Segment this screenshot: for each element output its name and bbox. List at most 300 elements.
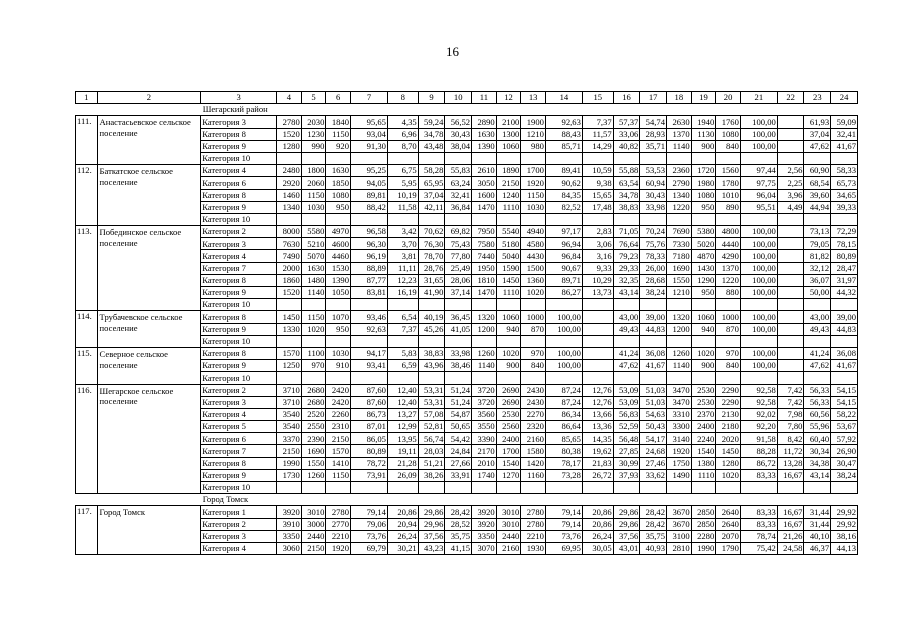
value-cell <box>777 311 804 323</box>
value-cell: 1470 <box>472 201 497 213</box>
value-cell: 1200 <box>472 323 497 335</box>
value-cell: 16,67 <box>777 469 804 481</box>
value-cell <box>326 482 351 494</box>
value-cell: 97,17 <box>545 226 582 238</box>
value-cell: 38,24 <box>640 287 667 299</box>
value-cell: 31,44 <box>804 518 831 530</box>
value-cell: 1630 <box>301 262 326 274</box>
category-cell: Категория 7 <box>201 445 277 457</box>
value-cell: 1450 <box>277 311 302 323</box>
value-cell: 1460 <box>277 189 302 201</box>
value-cell <box>351 482 388 494</box>
value-cell: 3,81 <box>387 250 418 262</box>
value-cell: 1420 <box>521 457 546 469</box>
value-cell: 79,14 <box>545 518 582 530</box>
value-cell: 19,62 <box>582 445 613 457</box>
value-cell: 1480 <box>301 274 326 286</box>
value-cell: 54,63 <box>640 408 667 420</box>
value-cell: 10,29 <box>582 274 613 286</box>
value-cell: 41,24 <box>804 347 831 359</box>
category-cell: Категория 6 <box>201 177 277 189</box>
value-cell: 43,14 <box>804 469 831 481</box>
value-cell: 36,07 <box>804 274 831 286</box>
value-cell: 32,41 <box>831 128 858 140</box>
value-cell: 900 <box>496 360 521 372</box>
value-cell <box>740 482 777 494</box>
value-cell: 1750 <box>667 457 692 469</box>
value-cell: 1320 <box>472 311 497 323</box>
value-cell: 96,19 <box>351 250 388 262</box>
value-cell: 78,70 <box>418 250 445 262</box>
value-cell: 26,24 <box>582 530 613 542</box>
value-cell: 36,08 <box>831 347 858 359</box>
value-cell: 54,17 <box>640 433 667 445</box>
column-header: 24 <box>831 92 858 104</box>
value-cell <box>472 372 497 384</box>
value-cell: 87,60 <box>351 384 388 396</box>
value-cell: 3550 <box>472 421 497 433</box>
value-cell: 100,00 <box>740 287 777 299</box>
value-cell: 980 <box>521 140 546 152</box>
value-cell: 1160 <box>521 469 546 481</box>
value-cell: 2160 <box>521 433 546 445</box>
column-header: 2 <box>97 92 201 104</box>
category-cell: Категория 2 <box>201 226 277 238</box>
value-cell: 83,33 <box>740 506 777 518</box>
value-cell: 77,80 <box>445 250 472 262</box>
value-cell: 1030 <box>326 347 351 359</box>
value-cell: 900 <box>691 360 716 372</box>
value-cell: 88,89 <box>351 262 388 274</box>
value-cell: 12,76 <box>582 384 613 396</box>
value-cell <box>640 372 667 384</box>
value-cell <box>418 482 445 494</box>
value-cell: 2560 <box>496 421 521 433</box>
value-cell: 2,25 <box>777 177 804 189</box>
value-cell: 43,00 <box>613 311 640 323</box>
value-cell: 2610 <box>472 165 497 177</box>
value-cell: 3300 <box>667 421 692 433</box>
value-cell <box>667 372 692 384</box>
value-cell: 1900 <box>521 116 546 128</box>
value-cell: 93,46 <box>351 311 388 323</box>
value-cell <box>831 299 858 311</box>
value-cell <box>582 299 613 311</box>
value-cell <box>777 128 804 140</box>
value-cell: 2440 <box>496 530 521 542</box>
value-cell: 40,93 <box>640 542 667 554</box>
value-cell: 41,90 <box>418 287 445 299</box>
category-cell: Категория 8 <box>201 311 277 323</box>
value-cell <box>582 482 613 494</box>
value-cell: 45,26 <box>418 323 445 335</box>
value-cell: 31,97 <box>831 274 858 286</box>
value-cell: 28,47 <box>831 262 858 274</box>
value-cell: 28,52 <box>445 518 472 530</box>
value-cell: 2180 <box>716 421 741 433</box>
value-cell: 2390 <box>301 433 326 445</box>
value-cell: 3920 <box>472 506 497 518</box>
value-cell <box>545 335 582 347</box>
value-cell: 13,28 <box>777 457 804 469</box>
value-cell: 1140 <box>667 360 692 372</box>
category-cell: Категория 4 <box>201 250 277 262</box>
value-cell: 90,62 <box>545 177 582 189</box>
value-cell: 26,90 <box>831 445 858 457</box>
value-cell: 56,83 <box>613 408 640 420</box>
value-cell: 950 <box>326 323 351 335</box>
value-cell: 38,83 <box>613 201 640 213</box>
value-cell: 5,83 <box>387 347 418 359</box>
category-cell: Категория 10 <box>201 299 277 311</box>
value-cell: 1020 <box>716 469 741 481</box>
value-cell: 3560 <box>472 408 497 420</box>
value-cell: 2550 <box>301 421 326 433</box>
value-cell: 87,60 <box>351 396 388 408</box>
value-cell <box>613 213 640 225</box>
value-cell: 12,76 <box>582 396 613 408</box>
spacer-cell <box>76 494 98 506</box>
value-cell: 2430 <box>521 396 546 408</box>
value-cell: 1430 <box>691 262 716 274</box>
value-cell: 51,21 <box>418 457 445 469</box>
value-cell: 3710 <box>277 384 302 396</box>
value-cell: 9,33 <box>582 262 613 274</box>
column-header: 6 <box>326 92 351 104</box>
value-cell: 3350 <box>277 530 302 542</box>
value-cell: 940 <box>691 323 716 335</box>
value-cell: 3470 <box>667 384 692 396</box>
column-header: 3 <box>201 92 277 104</box>
value-cell <box>804 482 831 494</box>
value-cell: 100,00 <box>740 238 777 250</box>
value-cell: 2640 <box>716 506 741 518</box>
value-cell: 58,28 <box>418 165 445 177</box>
value-cell: 41,05 <box>445 323 472 335</box>
table-row <box>76 165 858 177</box>
column-header: 7 <box>351 92 388 104</box>
category-cell: Категория 4 <box>201 408 277 420</box>
value-cell: 90,67 <box>545 262 582 274</box>
value-cell <box>613 372 640 384</box>
value-cell: 42,11 <box>418 201 445 213</box>
column-header: 22 <box>777 92 804 104</box>
value-cell: 1600 <box>472 189 497 201</box>
value-cell: 100,00 <box>740 250 777 262</box>
value-cell <box>387 152 418 164</box>
category-cell: Категория 10 <box>201 213 277 225</box>
value-cell: 21,28 <box>387 457 418 469</box>
value-cell: 2150 <box>301 542 326 554</box>
value-cell: 13,36 <box>582 421 613 433</box>
entry-number: 116. <box>76 384 98 494</box>
value-cell <box>582 152 613 164</box>
value-cell: 93,41 <box>351 360 388 372</box>
value-cell <box>691 482 716 494</box>
value-cell: 4,35 <box>387 116 418 128</box>
value-cell: 1320 <box>667 311 692 323</box>
value-cell: 1550 <box>301 457 326 469</box>
table-row <box>76 347 858 359</box>
value-cell: 1060 <box>691 311 716 323</box>
value-cell: 100,00 <box>545 360 582 372</box>
value-cell: 37,04 <box>804 128 831 140</box>
value-cell: 2060 <box>301 177 326 189</box>
value-cell: 35,71 <box>640 140 667 152</box>
value-cell <box>326 152 351 164</box>
value-cell <box>777 238 804 250</box>
value-cell: 2420 <box>326 396 351 408</box>
value-cell: 15,65 <box>582 189 613 201</box>
value-cell: 86,05 <box>351 433 388 445</box>
value-cell: 2690 <box>496 396 521 408</box>
value-cell: 92,63 <box>351 323 388 335</box>
value-cell <box>301 213 326 225</box>
value-cell: 1080 <box>691 189 716 201</box>
value-cell <box>740 213 777 225</box>
value-cell: 3540 <box>277 421 302 433</box>
value-cell: 13,95 <box>387 433 418 445</box>
value-cell: 840 <box>521 360 546 372</box>
value-cell <box>640 335 667 347</box>
value-cell: 33,98 <box>640 201 667 213</box>
value-cell: 970 <box>301 360 326 372</box>
value-cell: 1930 <box>521 542 546 554</box>
value-cell: 2100 <box>496 116 521 128</box>
value-cell: 100,00 <box>740 311 777 323</box>
value-cell: 61,93 <box>804 116 831 128</box>
value-cell: 55,88 <box>613 165 640 177</box>
value-cell: 43,23 <box>418 542 445 554</box>
value-cell: 1890 <box>496 165 521 177</box>
value-cell <box>418 213 445 225</box>
value-cell: 1240 <box>496 189 521 201</box>
value-cell <box>640 152 667 164</box>
value-cell: 52,81 <box>418 421 445 433</box>
column-header: 4 <box>277 92 302 104</box>
category-cell: Категория 8 <box>201 347 277 359</box>
category-cell: Категория 8 <box>201 128 277 140</box>
value-cell: 1110 <box>496 287 521 299</box>
value-cell: 1990 <box>277 457 302 469</box>
value-cell: 100,00 <box>740 226 777 238</box>
value-cell: 87,24 <box>545 396 582 408</box>
value-cell: 1630 <box>472 128 497 140</box>
value-cell: 34,38 <box>804 457 831 469</box>
value-cell: 91,30 <box>351 140 388 152</box>
value-cell: 53,67 <box>831 421 858 433</box>
value-cell: 1860 <box>277 274 302 286</box>
value-cell: 43,01 <box>613 542 640 554</box>
value-cell: 37,04 <box>418 189 445 201</box>
value-cell: 76,64 <box>613 238 640 250</box>
value-cell: 840 <box>716 140 741 152</box>
value-cell: 86,72 <box>740 457 777 469</box>
value-cell: 1450 <box>496 274 521 286</box>
value-cell: 96,04 <box>740 189 777 201</box>
value-cell: 92,02 <box>740 408 777 420</box>
value-cell: 1920 <box>521 177 546 189</box>
value-cell: 78,17 <box>545 457 582 469</box>
value-cell: 2210 <box>521 530 546 542</box>
value-cell: 1020 <box>301 323 326 335</box>
value-cell: 88,28 <box>740 445 777 457</box>
value-cell: 30,47 <box>831 457 858 469</box>
value-cell: 20,94 <box>387 518 418 530</box>
value-cell: 34,78 <box>613 189 640 201</box>
value-cell: 78,74 <box>740 530 777 542</box>
value-cell <box>301 482 326 494</box>
value-cell: 60,56 <box>804 408 831 420</box>
value-cell: 36,45 <box>445 311 472 323</box>
value-cell: 28,42 <box>640 506 667 518</box>
value-cell <box>496 482 521 494</box>
value-cell: 2150 <box>326 433 351 445</box>
header-row <box>76 92 858 104</box>
value-cell: 17,48 <box>582 201 613 213</box>
value-cell: 70,62 <box>418 226 445 238</box>
value-cell: 3,96 <box>777 189 804 201</box>
value-cell: 4440 <box>716 238 741 250</box>
value-cell <box>777 335 804 347</box>
value-cell: 28,76 <box>418 262 445 274</box>
value-cell <box>804 213 831 225</box>
settlement-name: Трубачевское сельское поселение <box>97 311 201 348</box>
value-cell: 1570 <box>277 347 302 359</box>
value-cell: 1840 <box>326 116 351 128</box>
value-cell: 39,00 <box>831 311 858 323</box>
value-cell: 44,13 <box>831 542 858 554</box>
value-cell: 1980 <box>691 177 716 189</box>
value-cell <box>545 152 582 164</box>
value-cell: 68,54 <box>804 177 831 189</box>
category-cell: Категория 9 <box>201 287 277 299</box>
category-cell: Категория 10 <box>201 335 277 347</box>
value-cell: 1520 <box>277 128 302 140</box>
value-cell: 2150 <box>277 445 302 457</box>
value-cell <box>667 335 692 347</box>
value-cell: 27,66 <box>445 457 472 469</box>
value-cell: 100,00 <box>545 347 582 359</box>
value-cell: 28,03 <box>418 445 445 457</box>
value-cell: 37,14 <box>445 287 472 299</box>
value-cell: 54,15 <box>831 396 858 408</box>
value-cell <box>387 372 418 384</box>
value-cell: 29,92 <box>831 506 858 518</box>
value-cell <box>777 140 804 152</box>
value-cell: 56,48 <box>613 433 640 445</box>
value-cell: 1260 <box>301 469 326 481</box>
column-header: 1 <box>76 92 98 104</box>
value-cell: 11,11 <box>387 262 418 274</box>
value-cell <box>521 299 546 311</box>
value-cell: 87,24 <box>545 384 582 396</box>
value-cell: 2690 <box>496 384 521 396</box>
value-cell: 3,16 <box>582 250 613 262</box>
value-cell: 36,84 <box>445 201 472 213</box>
category-cell: Категория 9 <box>201 469 277 481</box>
value-cell <box>716 213 741 225</box>
value-cell: 3010 <box>496 518 521 530</box>
entry-number: 114. <box>76 311 98 348</box>
value-cell <box>640 213 667 225</box>
value-cell: 1300 <box>496 128 521 140</box>
value-cell: 75,76 <box>640 238 667 250</box>
value-cell: 41,24 <box>613 347 640 359</box>
value-cell: 6,54 <box>387 311 418 323</box>
value-cell <box>613 152 640 164</box>
settlement-name: Город Томск <box>97 506 201 555</box>
value-cell: 83,81 <box>351 287 388 299</box>
value-cell: 1580 <box>521 445 546 457</box>
value-cell: 1700 <box>521 165 546 177</box>
category-cell: Категория 3 <box>201 238 277 250</box>
value-cell: 3540 <box>277 408 302 420</box>
value-cell: 30,21 <box>387 542 418 554</box>
value-cell: 37,56 <box>418 530 445 542</box>
value-cell: 97,75 <box>740 177 777 189</box>
value-cell: 950 <box>691 287 716 299</box>
value-cell <box>521 335 546 347</box>
value-cell: 5070 <box>301 250 326 262</box>
column-header: 15 <box>582 92 613 104</box>
value-cell <box>351 213 388 225</box>
value-cell <box>691 299 716 311</box>
value-cell: 53,31 <box>418 384 445 396</box>
value-cell: 1410 <box>326 457 351 469</box>
value-cell: 70,24 <box>640 226 667 238</box>
entry-number: 111. <box>76 116 98 165</box>
value-cell: 100,00 <box>740 323 777 335</box>
value-cell: 52,59 <box>613 421 640 433</box>
value-cell: 43,00 <box>804 311 831 323</box>
value-cell <box>691 335 716 347</box>
value-cell: 95,51 <box>740 201 777 213</box>
value-cell: 2290 <box>716 396 741 408</box>
value-cell: 31,65 <box>418 274 445 286</box>
value-cell <box>582 347 613 359</box>
value-cell: 2290 <box>716 384 741 396</box>
entry-number: 115. <box>76 347 98 384</box>
value-cell: 54,15 <box>831 384 858 396</box>
value-cell: 1370 <box>667 128 692 140</box>
value-cell: 7,42 <box>777 384 804 396</box>
value-cell <box>582 323 613 335</box>
value-cell <box>472 335 497 347</box>
value-cell: 910 <box>326 360 351 372</box>
value-cell: 840 <box>716 360 741 372</box>
value-cell <box>582 360 613 372</box>
value-cell: 1020 <box>496 347 521 359</box>
value-cell: 89,81 <box>351 189 388 201</box>
value-cell <box>716 335 741 347</box>
value-cell: 63,24 <box>445 177 472 189</box>
value-cell <box>804 152 831 164</box>
value-cell <box>521 482 546 494</box>
value-cell: 78,15 <box>831 238 858 250</box>
value-cell <box>691 372 716 384</box>
value-cell: 56,52 <box>445 116 472 128</box>
value-cell: 4430 <box>521 250 546 262</box>
value-cell: 100,00 <box>545 323 582 335</box>
value-cell: 2680 <box>301 396 326 408</box>
value-cell: 2,83 <box>582 226 613 238</box>
value-cell: 1210 <box>521 128 546 140</box>
value-cell: 14,29 <box>582 140 613 152</box>
value-cell <box>691 213 716 225</box>
value-cell: 12,23 <box>387 274 418 286</box>
value-cell: 1200 <box>667 323 692 335</box>
